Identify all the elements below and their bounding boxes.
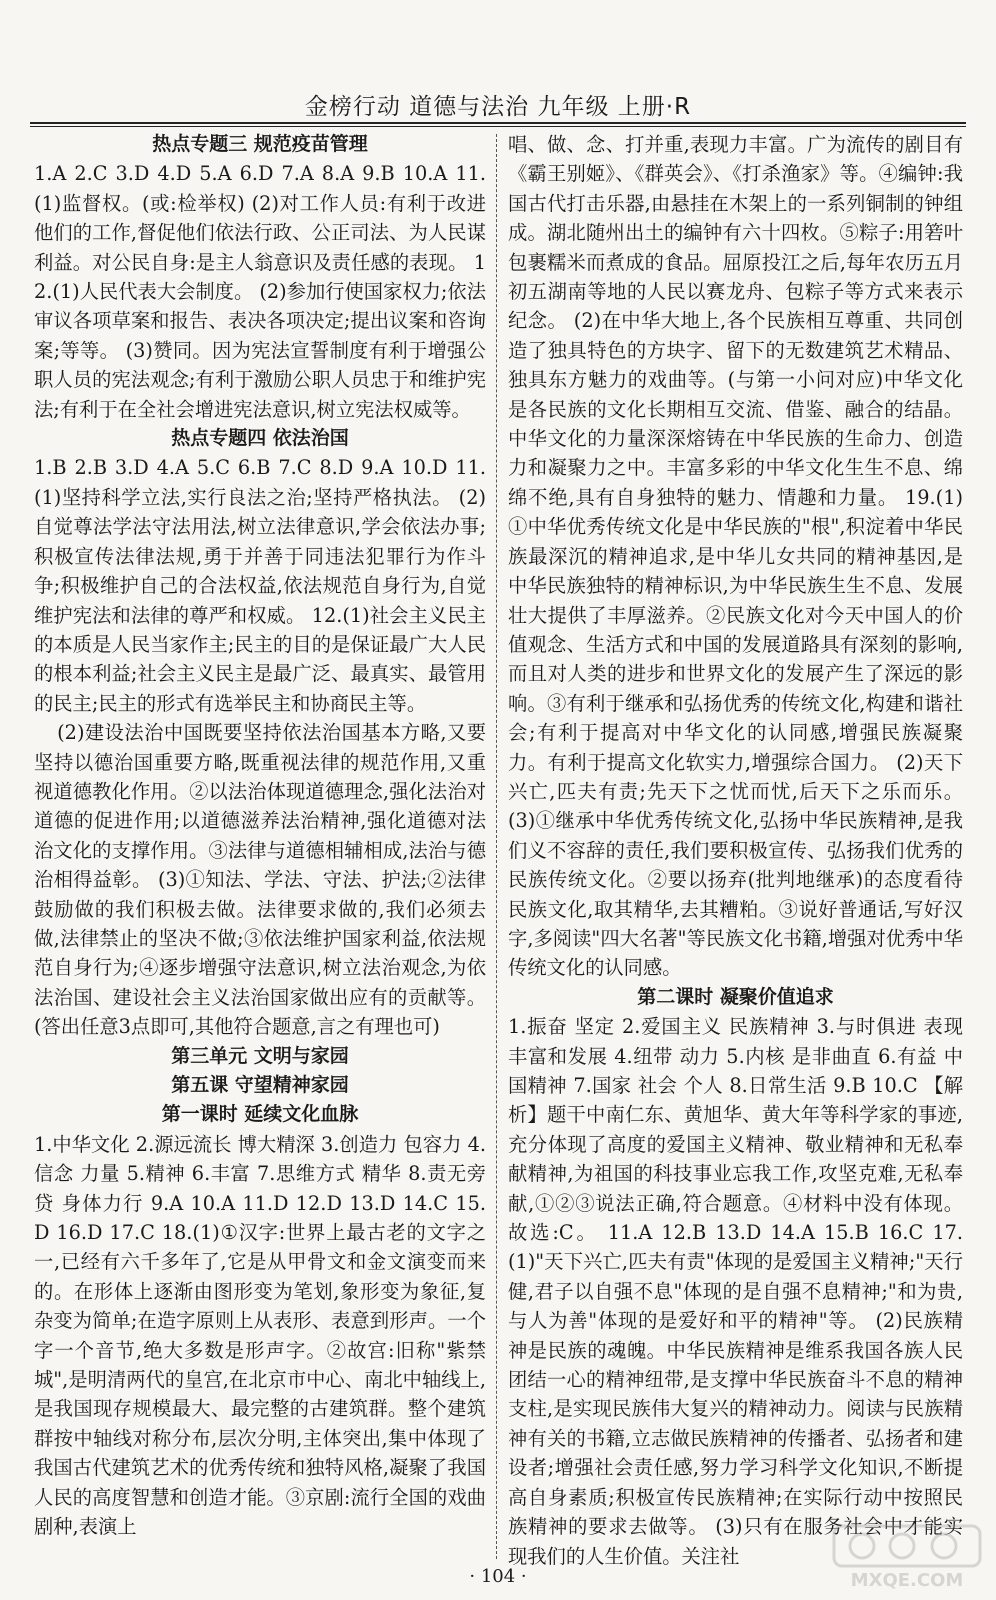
answer-paragraph: 1.B 2.B 3.D 4.A 5.C 6.B 7.C 8.D 9.A 10.D 11.(1)坚持科学立法,实行良法之治;坚持严格执法。 (2)自觉尊法学法守法用法,树立法律意识,学会依法办事;积极宣传法律法规,勇于并善于同违法犯罪行为作斗争;积极维护自己的合法权益,依法规范自身行为,自觉维护宪法和法律的尊严和权威。 12.(1)社会主义民主的本质是人民当家作主;民主的目的是保证最广大人民的根本利益;社会主义民主是最广泛、最真实、最管用的民主;民主的形式有选举民主和协商民主等。 [34,456,486,715]
answer-paragraph: 1.振奋 坚定 2.爱国主义 民族精神 3.与时俱进 表现 丰富和发展 4.纽带 动力 5.内核 是非曲直 6.有益 中国精神 7.国家 社会 个人 8.日常生活 9.B 10.C 【解析】题干中南仁东、黄旭华、黄大年等科学家的事迹,充分体现了高度的爱国主义精神、敬业精神和无私奉献精神,为祖国的科技事业忘我工作,攻坚克难,无私奉献,①②③说法正确,符合题意。④材料中没有体现。故选:C。 11.A 12.B 13.D 14.A 15.B 16.C 17.(1)"天下兴亡,匹夫有责"体现的是爱国主义精神;"天行健,君子以自强不息"体现的是自强不息精神;"和为贵,与人为善"体现的是爱好和平的精神"等。 (2)民族精神是民族的魂魄。中华民族精神是维系我国各族人民团结一心的精神纽带,是支撑中华民族奋斗不息的精神支柱,是实现民族伟大复兴的精神动力。阅读与民族精神有关的书籍,立志做民族精神的传播者、弘扬者和建设者;增强社会责任感,努力学习科学文化知识,不断提高自身素质;积极宣传民族精神;在实际行动中按照民族精神的要求去做等。 (3)只有在服务社会中才能实现我们的人生价值。关注社 [508,1015,963,1565]
answer-paragraph: 1.A 2.C 3.D 4.D 5.A 6.D 7.A 8.A 9.B 10.A 11.(1)监督权。(或:检举权) (2)对工作人员:有利于改进他们的工作,督促他们依法行政、公正司法、为人民谋利益。对公民自身:是主人翁意识及责任感的表现。 12.(1)人民代表大会制度。 (2)参加行使国家权力;依法审议各项草案和报告、表决各项决定;提出议案和咨询案;等等。 (3)赞同。因为宪法宣誓制度有利于增强公职人员的宪法观念;有利于激励公职人员忠于和维护宪法;有利于在全社会增进宪法意识,树立宪法权威等。 [34,162,486,421]
header-rule [30,122,966,124]
left-column [34,130,486,1565]
header-rule-thin [30,126,966,127]
answer-paragraph: 唱、做、念、打并重,表现力丰富。广为流传的剧目有《霸王别姬》、《群英会》、《打杀渔家》等。④编钟:我国古代打击乐器,由悬挂在木架上的一系列铜制的钟组成。湖北随州出土的编钟有六十四枚。⑤粽子:用箬叶包裹糯米而煮成的食品。屈原投江之后,每年农历五月初五湖南等地的人民以赛龙舟、包粽子等方式来表示纪念。 (2)在中华大地上,各个民族相互尊重、共同创造了独具特色的方块字、留下的无数建筑艺术精品、独具东方魅力的戏曲等。(与第一小问对应)中华文化是各民族的文化长期相互交流、借鉴、融合的结晶。中华文化的力量深深熔铸在中华民族的生命力、创造力和凝聚力之中。丰富多彩的中华文化生生不息、绵绵不绝,具有自身独特的魅力、情趣和力量。 19.(1)①中华优秀传统文化是中华民族的"根",积淀着中华民族最深沉的精神追求,是中华儿女共同的精神基因,是中华民族独特的精神标识,为中华民族生生不息、发展壮大提供了丰厚滋养。②民族文化对今天中国人的价值观念、生活方式和中国的发展道路具有深刻的影响,而且对人类的进步和世界文化的发展产生了深远的影响。③有利于继承和弘扬优秀的传统文化,构建和谐社会;有利于提高对中华文化的认同感,增强民族凝聚力。有利于提高文化软实力,增强综合国力。 (2)天下兴亡,匹夫有责;先天下之忧而忧,后天下之乐而乐。 (3)①继承中华优秀传统文化,弘扬中华民族精神,是我们义不容辞的责任,我们要积极宣传、弘扬我们优秀的民族传统文化。②要以扬弃(批判地继承)的态度看待民族文化,取其精华,去其糟粕。③说好普通话,写好汉字,多阅读"四大名著"等民族文化书籍,增强对优秀中华传统文化的认同感。 [508,133,963,980]
page-header: 金榜行动 道德与法治 九年级 上册·R [304,94,692,120]
section-heading: 第二课时 凝聚价值追求 [637,985,834,1008]
section-heading: 第三单元 文明与家园 [171,1044,349,1067]
section-heading: 第一课时 延续文化血脉 [161,1103,359,1126]
svg-text:MXQE.COM: MXQE.COM [850,1570,964,1590]
column-divider [496,134,497,1559]
right-column [508,130,963,1565]
page-number: · 104 · [469,1566,527,1587]
answer-paragraph: (2)建设法治中国既要坚持依法治国基本方略,又要坚持以德治国重要方略,既重视法律的规范作用,又重视道德教化作用。②以法治体现道德理念,强化法治对道德的促进作用;以道德滋养法治精神,强化道德对法治文化的支撑作用。③法律与道德相辅相成,法治与德治相得益彰。 (3)①知法、学法、守法、护法;②法律鼓励做的我们积极去做。法律要求做的,我们必须去做,法律禁止的坚决不做;③依法维护国家利益,依法规范自身行为;④逐步增强守法意识,树立法治观念,为依法治国、建设社会主义法治国家做出应有的贡献等。(答出任意3点即可,其他符合题意,言之有理也可) [34,721,486,1039]
section-heading: 第五课 守望精神家园 [171,1074,349,1096]
section-heading: 热点专题四 依法治国 [171,427,349,450]
answer-paragraph: 1.中华文化 2.源远流长 博大精深 3.创造力 包容力 4.信念 力量 5.精神 6.丰富 7.思维方式 精华 8.责无旁贷 身体力行 9.A 10.A 11.D 12.D 13.D 14.C 15.D 16.D 17.C 18.(1)①汉字:世界上最古老的文字之一,已经有六千多年了,它是从甲骨文和金文演变而来的。在形体上逐渐由图形变为笔划,象形变为象征,复杂变为简单;在造字原则上从表形、表意到形声。一个字一个音节,绝大多数是形声字。②故宫:旧称"紫禁城",是明清两代的皇宫,在北京市中心、南北中轴线上,是我国现存规模最大、最完整的古建筑群。整个建筑群按中轴线对称分布,层次分明,主体突出,集中体现了我国古代建筑艺术的优秀传统和独特风格,凝聚了我国人民的高度智慧和创造才能。③京剧:流行全国的戏曲剧种,表演上 [34,1132,486,1539]
section-heading: 热点专题三 规范疫苗管理 [152,133,368,155]
watermark-logo [832,1524,982,1590]
